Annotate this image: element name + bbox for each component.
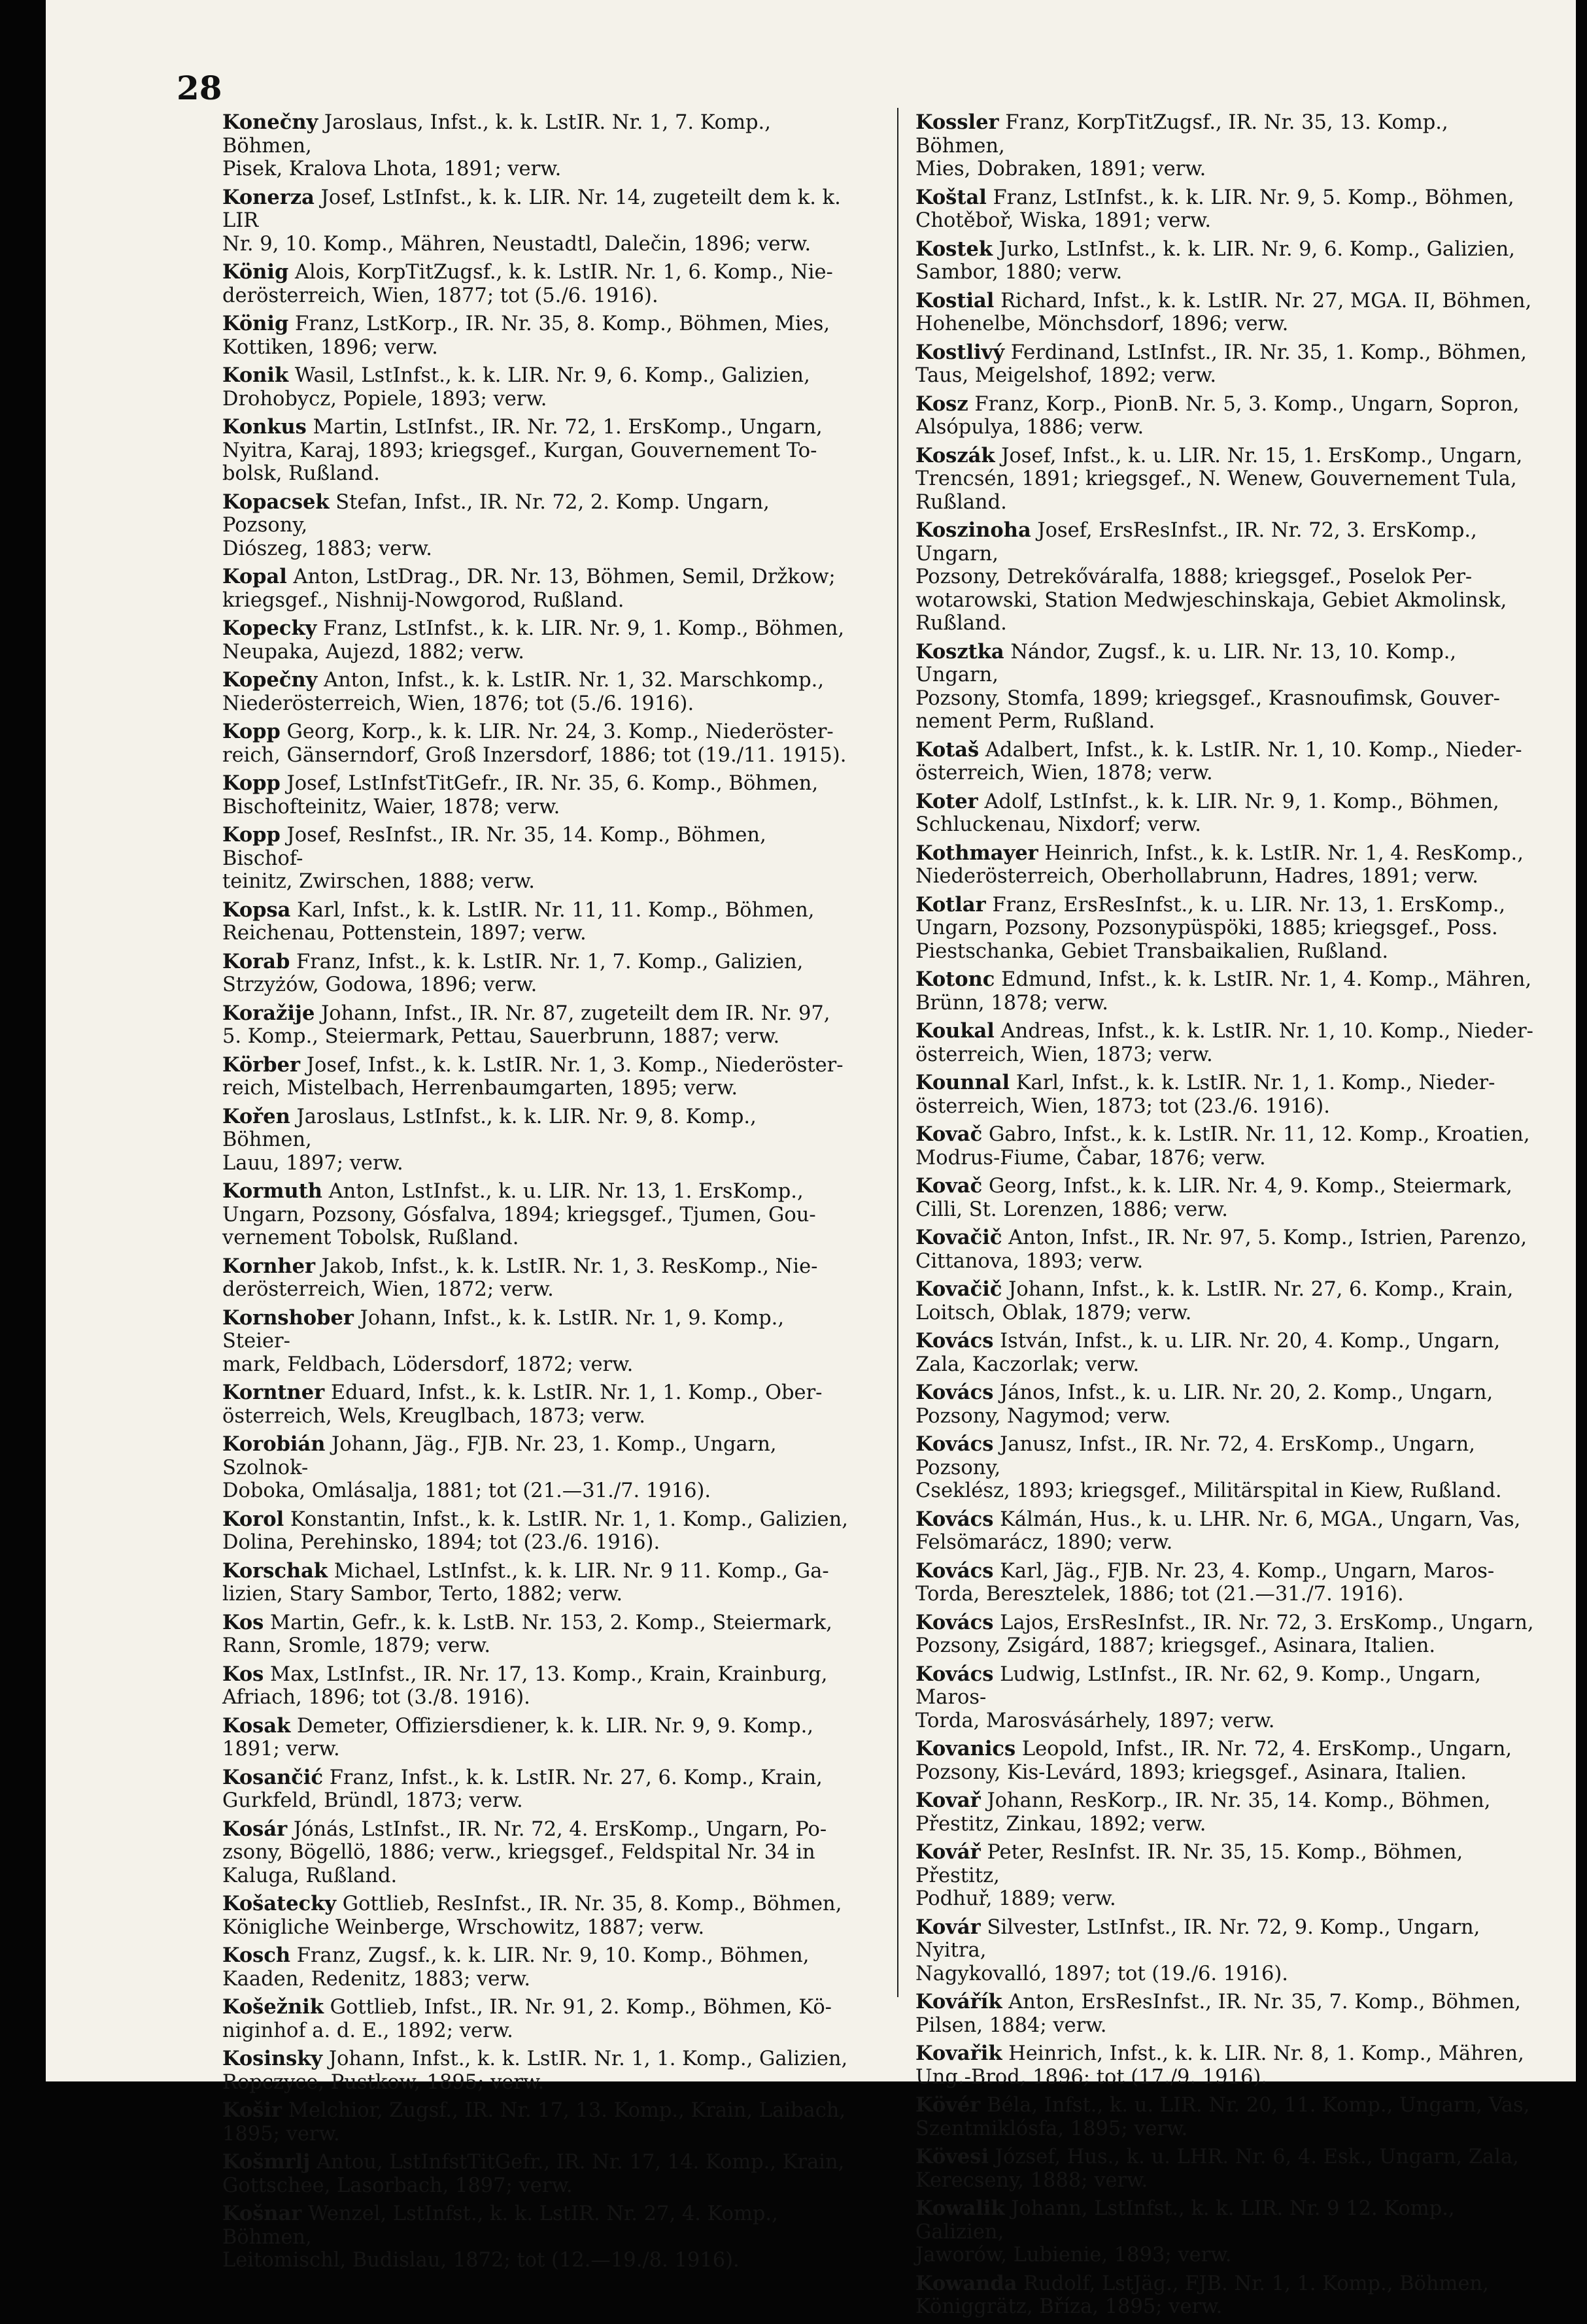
casualty-entry	[915, 1433, 1543, 1503]
casualty-entry	[222, 111, 850, 181]
entry-details: Heinrich, Infst., k. k. LIR. Nr. 8, 1. Komp., Mähren, Ung.-Brod, 1896; tot (17./9. 1916).	[915, 2042, 1524, 2089]
casualty-entry	[915, 968, 1543, 1015]
casualty-entry	[222, 772, 850, 818]
entry-surname: Kotaš	[915, 737, 980, 762]
entry-surname: Kovár	[915, 1915, 981, 1939]
entry-details: Karl, Jäg., FJB. Nr. 23, 4. Komp., Ungarn, Maros- Torda, Beresztelek, 1886; tot (21.—31./7. 1916).	[915, 1559, 1495, 1606]
entry-details: Kálmán, Hus., k. u. LHR. Nr. 6, MGA., Ungarn, Vas, Felsömarácz, 1890; verw.	[915, 1507, 1521, 1554]
entry-details: Ludwig, LstInfst., IR. Nr. 62, 9. Komp., Ungarn, Maros- Torda, Marosvásárhely, 1897; verw.	[915, 1662, 1481, 1732]
casualty-entry	[915, 790, 1543, 837]
entry-surname: Konik	[222, 363, 289, 387]
entry-surname: König	[222, 260, 289, 284]
casualty-entry	[915, 1611, 1543, 1658]
casualty-entry	[915, 1663, 1543, 1733]
entry-surname: Kos	[222, 1662, 264, 1686]
casualty-entry	[222, 2099, 850, 2146]
entry-surname: Košatecky	[222, 1892, 337, 1915]
casualty-entry	[222, 1715, 850, 1761]
entry-details: Jurko, LstInfst., k. k. LIR. Nr. 9, 6. Komp., Galizien, Sambor, 1880; verw.	[915, 237, 1515, 284]
casualty-entry	[915, 519, 1543, 635]
entry-details: János, Infst., k. u. LIR. Nr. 20, 2. Komp., Ungarn, Pozsony, Nagymod; verw.	[915, 1381, 1493, 1428]
entry-details: Anton, Infst., IR. Nr. 97, 5. Komp., Istrien, Parenzo, Cittanova, 1893; verw.	[915, 1226, 1527, 1273]
entry-surname: Kotlar	[915, 892, 986, 917]
casualty-entry	[222, 824, 850, 894]
entry-details: Josef, ResInfst., IR. Nr. 35, 14. Komp., Böhmen, Bischof- teinitz, Zwirschen, 1888; verw.	[222, 824, 766, 893]
entry-details: Rudolf, LstJäg., FJB. Nr. 1, 1. Komp., Böhmen, Königgrätz, Bříza, 1895; verw.	[915, 2272, 1489, 2318]
entry-details: Andreas, Infst., k. k. LstIR. Nr. 1, 10. Komp., Nieder- österreich, Wien, 1873; verw.	[915, 1020, 1533, 1066]
casualty-entry	[915, 1278, 1543, 1324]
casualty-entry	[222, 1560, 850, 1606]
entry-surname: Kostlivý	[915, 340, 1005, 364]
entry-surname: Kos	[222, 1610, 264, 1634]
casualty-entry	[222, 1381, 850, 1428]
entry-surname: Kopecky	[222, 616, 317, 640]
casualty-entry	[915, 1226, 1543, 1273]
casualty-entry	[915, 2146, 1543, 2192]
casualty-entry	[222, 1433, 850, 1503]
entry-surname: Košmrlj	[222, 2150, 311, 2174]
entry-details: Demeter, Offiziersdiener, k. k. LIR. Nr. 9, 9. Komp., 1891; verw.	[222, 1714, 813, 1760]
entry-details: Michael, LstInfst., k. k. LIR. Nr. 9 11. Komp., Ga- lizien, Stary Sambor, Terto, 1882; verw.	[222, 1559, 829, 1606]
entry-details: Edmund, Infst., k. k. LstIR. Nr. 1, 4. Komp., Mähren, Brünn, 1878; verw.	[915, 968, 1532, 1015]
entry-surname: Kovářík	[915, 1990, 1002, 2013]
entry-surname: Kovács	[915, 1610, 994, 1634]
entry-surname: Kopsa	[222, 898, 291, 922]
entry-surname: Koszák	[915, 443, 995, 467]
entry-details: Johann, Infst., k. k. LstIR. Nr. 27, 6. Komp., Krain, Loitsch, Oblak, 1879; verw.	[915, 1278, 1514, 1324]
entry-details: Anton, LstInfst., k. u. LIR. Nr. 13, 1. ErsKomp., Ungarn, Pozsony, Gósfalva, 1894; kriegsgef., Tjumen, Gou- vernement Tobolsk, Rußland.	[222, 1180, 816, 1249]
entry-details: Wasil, LstInfst., k. k. LIR. Nr. 9, 6. Komp., Galizien, Drohobycz, Popiele, 1893; verw.	[222, 364, 810, 411]
casualty-entry	[915, 290, 1543, 336]
entry-details: Max, LstInfst., IR. Nr. 17, 13. Komp., Krain, Krainburg, Afriach, 1896; tot (3./8. 1916).	[222, 1662, 828, 1709]
casualty-entry	[222, 1054, 850, 1100]
entry-surname: Kořen	[222, 1104, 290, 1128]
entry-details: Josef, ErsResInfst., IR. Nr. 72, 3. ErsKomp., Ungarn, Pozsony, Detrekőváralfa, 1888; kriegsgef., Poselok Per- wotarowski, Station Medwjeschinskaja, Gebiet Akmolinsk, Rußland.	[915, 519, 1507, 635]
entry-details: Leopold, Infst., IR. Nr. 72, 4. ErsKomp., Ungarn, Pozsony, Kis-Levárd, 1893; kriegsgef., Asinara, Italien.	[915, 1738, 1512, 1784]
entry-surname: Kovács	[915, 1558, 994, 1583]
entry-surname: Kovács	[915, 1329, 994, 1353]
entry-surname: Kopacsek	[222, 490, 330, 514]
entry-details: Georg, Korp., k. k. LIR. Nr. 24, 3. Komp., Niederöster- reich, Gänserndorf, Groß Inzersdorf, 1886; tot (19./11. 1915).	[222, 720, 847, 767]
entry-surname: Kornshober	[222, 1305, 354, 1330]
entry-surname: Košežnik	[222, 1995, 324, 2019]
entry-details: Franz, LstKorp., IR. Nr. 35, 8. Komp., Böhmen, Mies, Kottiken, 1896; verw.	[222, 312, 830, 359]
casualty-entry	[222, 186, 850, 256]
entry-surname: Kopp	[222, 771, 281, 795]
entry-details: Johann, Infst., k. k. LstIR. Nr. 1, 1. Komp., Galizien, Ropczyce, Pustkow, 1895; verw.	[222, 2047, 848, 2094]
casualty-entry	[915, 1175, 1543, 1221]
entry-surname: Koter	[915, 789, 978, 813]
entry-details: Gabro, Infst., k. k. LstIR. Nr. 11, 12. Komp., Kroatien, Modrus-Fiume, Čabar, 1876; verw.	[915, 1123, 1530, 1170]
entry-details: Jónás, LstInfst., IR. Nr. 72, 4. ErsKomp., Ungarn, Po- zsony, Bögellö, 1886; verw., kriegsgef., Feldspital Nr. 34 in Kaluga, Rußland.	[222, 1817, 827, 1887]
entry-surname: Korobián	[222, 1432, 326, 1456]
entry-surname: Koukal	[915, 1019, 995, 1043]
entry-surname: Kopal	[222, 565, 287, 588]
casualty-entry	[915, 1508, 1543, 1555]
entry-surname: Korol	[222, 1507, 284, 1531]
entry-surname: Kostek	[915, 237, 993, 261]
casualty-entry	[222, 1611, 850, 1658]
entry-details: Janusz, Infst., IR. Nr. 72, 4. ErsKomp., Ungarn, Pozsony, Cseklész, 1893; kriegsgef., Militärspital in Kiew, Rußland.	[915, 1433, 1502, 1502]
entry-details: Josef, Infst., k. k. LstIR. Nr. 1, 3. Komp., Niederöster- reich, Mistelbach, Herrenbaumgarten, 1895; verw.	[222, 1053, 844, 1100]
entry-surname: Kovač	[915, 1174, 983, 1198]
entry-details: Anton, ErsResInfst., IR. Nr. 35, 7. Komp., Böhmen, Pilsen, 1884; verw.	[915, 1991, 1521, 2037]
casualty-entry	[915, 1841, 1543, 1911]
entry-details: Jaroslaus, LstInfst., k. k. LIR. Nr. 9, 8. Komp., Böhmen, Lauu, 1897; verw.	[222, 1105, 757, 1175]
entry-surname: Kovář	[915, 1840, 981, 1864]
entry-details: Jaroslaus, Infst., k. k. LstIR. Nr. 1, 7. Komp., Böhmen, Pisek, Kralova Lhota, 1891; verw.	[222, 111, 771, 180]
entry-details: Peter, ResInfst. IR. Nr. 35, 15. Komp., Böhmen, Přestitz, Podhuř, 1889; verw.	[915, 1841, 1463, 1910]
entry-surname: Kovács	[915, 1432, 994, 1456]
entry-details: Josef, Infst., k. u. LIR. Nr. 15, 1. ErsKomp., Ungarn, Trencsén, 1891; kriegsgef., N. Wenew, Gouvernement Tula, Rußland.	[915, 444, 1523, 514]
casualty-entry	[915, 341, 1543, 388]
entry-details: Nándor, Zugsf., k. u. LIR. Nr. 13, 10. Komp., Ungarn, Pozsony, Stomfa, 1899; kriegsgef., Krasnoufimsk, Gouver- nement Perm, Rußland.	[915, 640, 1500, 733]
entry-surname: Korntner	[222, 1381, 325, 1404]
casualty-entry	[222, 1508, 850, 1555]
page-number: 28	[177, 69, 222, 107]
casualty-entry	[222, 720, 850, 767]
entry-surname: Kothmayer	[915, 841, 1038, 865]
casualty-entry	[222, 1818, 850, 1888]
casualty-entry	[915, 2042, 1543, 2089]
entry-surname: Kosár	[222, 1817, 288, 1841]
entry-details: Karl, Infst., k. k. LstIR. Nr. 1, 1. Komp., Nieder- österreich, Wien, 1873; tot (23./6. 1916).	[915, 1071, 1495, 1118]
casualty-entry	[222, 2047, 850, 2094]
entry-surname: Kovanics	[915, 1737, 1016, 1760]
entry-details: Josef, LstInfstTitGefr., IR. Nr. 35, 6. Komp., Böhmen, Bischofteinitz, Waier, 1878; verw.	[222, 772, 819, 818]
entry-details: Béla, Infst., k. u. LIR. Nr. 20, 11. Komp., Ungarn, Vas, Szentmiklósfa, 1895; verw.	[915, 2094, 1530, 2140]
casualty-entry	[222, 1180, 850, 1250]
casualty-entry	[915, 238, 1543, 284]
casualty-entry	[915, 739, 1543, 785]
entry-surname: Kovačič	[915, 1226, 1002, 1249]
casualty-entry	[915, 1381, 1543, 1428]
entry-surname: Kornher	[222, 1254, 316, 1278]
entry-surname: König	[222, 312, 289, 335]
entry-details: Gottlieb, ResInfst., IR. Nr. 35, 8. Komp., Böhmen, Königliche Weinberge, Wrschowitz, 1887; verw.	[222, 1893, 842, 1939]
entry-surname: Koszinoha	[915, 518, 1031, 542]
entry-details: Karl, Infst., k. k. LstIR. Nr. 11, 11. Komp., Böhmen, Reichenau, Pottenstein, 1897; verw.	[222, 898, 815, 945]
entry-surname: Kovács	[915, 1381, 994, 1404]
casualty-entry	[222, 565, 850, 612]
entry-surname: Kovač	[915, 1122, 983, 1146]
entry-surname: Kossler	[915, 110, 999, 134]
entry-surname: Korab	[222, 949, 290, 973]
entry-details: Georg, Infst., k. k. LIR. Nr. 4, 9. Komp., Steiermark, Cilli, St. Lorenzen, 1886; verw.	[915, 1175, 1512, 1221]
entry-details: Martin, LstInfst., IR. Nr. 72, 1. ErsKomp., Ungarn, Nyitra, Karaj, 1893; kriegsgef., Kurgan, Gouvernement To- bolsk, Rußland.	[222, 416, 823, 485]
entry-surname: Konečny	[222, 110, 318, 134]
casualty-entry	[222, 261, 850, 307]
casualty-entry	[222, 1307, 850, 1377]
entry-surname: Konkus	[222, 415, 307, 439]
casualty-entry	[915, 2094, 1543, 2140]
entry-details: Anton, Infst., k. k. LstIR. Nr. 1, 32. Marschkomp., Niederösterreich, Wien, 1876; tot (5./6. 1916).	[222, 669, 825, 715]
casualty-entry	[915, 2197, 1543, 2267]
entry-details: Johann, LstInfst., k. k. LIR. Nr. 9 12. Komp., Galizien, Jaworów, Lubienie, 1893; verw.	[915, 2197, 1455, 2266]
casualty-entry	[222, 2202, 850, 2272]
entry-surname: Kotonc	[915, 968, 995, 991]
entry-details: Stefan, Infst., IR. Nr. 72, 2. Komp. Ungarn, Pozsony, Diószeg, 1883; verw.	[222, 490, 770, 560]
casualty-entry	[222, 1944, 850, 1991]
entry-surname: Kovács	[915, 1507, 994, 1531]
casualty-entry	[222, 491, 850, 561]
entry-details: Franz, ErsResInfst., k. u. LIR. Nr. 13, 1. ErsKomp., Ungarn, Pozsony, Pozsonypüspöki, 1885; kriegsgef., Poss. Piestschanka, Gebiet Transbaikalien, Rußland.	[915, 893, 1506, 963]
entry-details: Alois, KorpTitZugsf., k. k. LstIR. Nr. 1, 6. Komp., Nie- derösterreich, Wien, 1877; tot (5./6. 1916).	[222, 261, 833, 307]
column-divider	[897, 108, 898, 1997]
entry-details: Johann, Infst., IR. Nr. 87, zugeteilt dem IR. Nr. 97, 5. Komp., Steiermark, Pettau, Sauerbrunn, 1887; verw.	[222, 1002, 830, 1048]
entry-details: Johann, Jäg., FJB. Nr. 23, 1. Komp., Ungarn, Szolnok- Doboka, Omlásalja, 1881; tot (21.—31./7. 1916).	[222, 1433, 777, 1502]
casualty-entry	[915, 1916, 1543, 1986]
entry-surname: Kovař	[915, 1789, 981, 1812]
entry-surname: Kopečny	[222, 668, 318, 692]
entry-surname: Kosch	[222, 1944, 291, 1967]
casualty-entry	[222, 1893, 850, 1939]
entry-details: Melchior, Zugsf., IR. Nr. 17, 13. Komp., Krain, Laibach, 1895; verw.	[222, 2099, 846, 2146]
casualty-entry	[222, 312, 850, 359]
casualty-entry	[222, 951, 850, 997]
entry-surname: Körber	[222, 1053, 301, 1077]
entry-details: Konstantin, Infst., k. k. LstIR. Nr. 1, 1. Komp., Galizien, Dolina, Perehinsko, 1894; tot (23./6. 1916).	[222, 1507, 848, 1554]
casualty-entry	[222, 1766, 850, 1813]
casualty-entry	[222, 2151, 850, 2197]
entry-surname: Košnar	[222, 2202, 302, 2225]
entry-surname: Korschak	[222, 1558, 328, 1583]
entry-details: István, Infst., k. u. LIR. Nr. 20, 4. Komp., Ungarn, Zala, Kaczorlak; verw.	[915, 1330, 1501, 1376]
entry-details: Lajos, ErsResInfst., IR. Nr. 72, 3. ErsKomp., Ungarn, Pozsony, Zsigárd, 1887; kriegsgef., Asinara, Italien.	[915, 1611, 1534, 1657]
casualty-entry	[915, 842, 1543, 888]
casualty-entry	[915, 393, 1543, 439]
entry-surname: Kormuth	[222, 1179, 322, 1203]
entry-details: Richard, Infst., k. k. LstIR. Nr. 27, MGA. II, Böhmen, Hohenelbe, Mönchsdorf, 1896; verw.	[915, 289, 1532, 335]
casualty-entry	[915, 1123, 1543, 1170]
casualty-entry	[915, 894, 1543, 964]
casualty-entry	[222, 1663, 850, 1709]
entry-details: Jakob, Infst., k. k. LstIR. Nr. 1, 3. ResKomp., Nie- derösterreich, Wien, 1872; verw.	[222, 1255, 818, 1301]
entry-details: József, Hus., k. u. LHR. Nr. 6, 4. Esk., Ungarn, Zala, Kerecseny, 1888; verw.	[915, 2146, 1519, 2192]
entry-details: Eduard, Infst., k. k. LstIR. Nr. 1, 1. Komp., Ober- österreich, Wels, Kreuglbach, 1873; verw.	[222, 1381, 823, 1428]
entry-details: Franz, Zugsf., k. k. LIR. Nr. 9, 10. Komp., Böhmen, Kaaden, Redenitz, 1883; verw.	[222, 1944, 810, 1991]
casualty-entry	[915, 186, 1543, 233]
entry-surname: Kosztka	[915, 639, 1004, 664]
casualty-entry	[915, 1991, 1543, 2037]
casualty-entry	[222, 617, 850, 664]
casualty-entry	[915, 2272, 1543, 2319]
entry-details: Johann, Infst., k. k. LstIR. Nr. 1, 9. Komp., Steier- mark, Feldbach, Lödersdorf, 1872; verw.	[222, 1306, 785, 1376]
entry-surname: Kopp	[222, 720, 281, 743]
entry-surname: Kowanda	[915, 2271, 1017, 2295]
entry-details: Ferdinand, LstInfst., IR. Nr. 35, 1. Komp., Böhmen, Taus, Meigelshof, 1892; verw.	[915, 341, 1527, 387]
entry-details: Franz, Infst., k. k. LstIR. Nr. 1, 7. Komp., Galizien, Strzyżów, Godowa, 1896; verw.	[222, 950, 804, 996]
entry-surname: Kövesi	[915, 2145, 989, 2168]
entry-details: Johann, ResKorp., IR. Nr. 35, 14. Komp., Böhmen, Přestitz, Zinkau, 1892; verw.	[915, 1789, 1491, 1836]
casualty-entry	[222, 1996, 850, 2042]
entry-surname: Konerza	[222, 185, 315, 209]
entry-details: Franz, KorpTitZugsf., IR. Nr. 35, 13. Komp., Böhmen, Mies, Dobraken, 1891; verw.	[915, 111, 1448, 180]
entry-surname: Kovařik	[915, 2042, 1002, 2065]
entry-details: Adalbert, Infst., k. k. LstIR. Nr. 1, 10. Komp., Nieder- österreich, Wien, 1878; verw.	[915, 738, 1522, 784]
entry-surname: Koražije	[222, 1001, 315, 1025]
entry-surname: Kövér	[915, 2093, 981, 2117]
entry-details: Franz, LstInfst., k. k. LIR. Nr. 9, 1. Komp., Böhmen, Neupaka, Aujezd, 1882; verw.	[222, 617, 845, 664]
entry-surname: Kosinsky	[222, 2047, 323, 2070]
casualty-entry	[222, 669, 850, 715]
entry-surname: Koštal	[915, 185, 987, 209]
entry-surname: Kosančić	[222, 1765, 324, 1789]
casualty-entry	[915, 1071, 1543, 1118]
entry-details: Anton, LstDrag., DR. Nr. 13, Böhmen, Semil, Držkow; kriegsgef., Nishnij-Nowgorod, Rußland.	[222, 565, 836, 612]
entry-surname: Košir	[222, 2098, 282, 2122]
casualty-entry	[222, 364, 850, 411]
casualty-entry	[915, 1020, 1543, 1066]
casualty-entry	[915, 111, 1543, 181]
casualty-entry	[222, 1255, 850, 1302]
entry-surname: Kostial	[915, 288, 995, 312]
entry-surname: Kosz	[915, 392, 968, 416]
casualty-entry	[222, 1105, 850, 1175]
casualty-entry	[915, 1560, 1543, 1606]
entry-details: Martin, Gefr., k. k. LstB. Nr. 153, 2. Komp., Steiermark, Rann, Sromle, 1879; verw.	[222, 1611, 832, 1657]
casualty-entry	[222, 899, 850, 945]
entry-surname: Kounnal	[915, 1071, 1010, 1094]
casualty-entry	[915, 1789, 1543, 1836]
casualty-entry	[915, 641, 1543, 733]
casualty-entry	[222, 1002, 850, 1049]
entry-surname: Kovačič	[915, 1277, 1002, 1301]
entry-surname: Kowalik	[915, 2197, 1005, 2220]
casualty-entry	[915, 1330, 1543, 1376]
casualty-entry	[915, 1738, 1543, 1784]
entry-details: Gottlieb, Infst., IR. Nr. 91, 2. Komp., Böhmen, Kö- niginhof a. d. E., 1892; verw.	[222, 1996, 832, 2042]
entry-details: Franz, LstInfst., k. k. LIR. Nr. 9, 5. Komp., Böhmen, Chotěboř, Wiska, 1891; verw.	[915, 186, 1514, 232]
entry-surname: Kopp	[222, 823, 281, 847]
entry-details: Antou, LstInfstTitGefr., IR. Nr. 17, 14. Komp., Krain, Gottschee, Lasorbach, 1897; verw.	[222, 2151, 845, 2197]
entry-details: Franz, Korp., PionB. Nr. 5, 3. Komp., Ungarn, Sopron, Alsópulya, 1886; verw.	[915, 392, 1520, 439]
casualty-entry	[915, 445, 1543, 514]
entry-details: Josef, LstInfst., k. k. LIR. Nr. 14, zugeteilt dem k. k. LIR Nr. 9, 10. Komp., Mähren, Neustadtl, Dalečin, 1896; verw.	[222, 186, 841, 256]
entry-details: Silvester, LstInfst., IR. Nr. 72, 9. Komp., Ungarn, Nyitra, Nagykovalló, 1897; tot (19./6. 1916).	[915, 1915, 1480, 1985]
right-column	[915, 111, 1543, 2324]
left-column	[222, 111, 850, 2278]
entry-details: Franz, Infst., k. k. LstIR. Nr. 27, 6. Komp., Krain, Gurkfeld, Bründl, 1873; verw.	[222, 1766, 823, 1812]
entry-details: Adolf, LstInfst., k. k. LIR. Nr. 9, 1. Komp., Böhmen, Schluckenau, Nixdorf; verw.	[915, 790, 1499, 836]
entry-surname: Kovács	[915, 1662, 994, 1686]
entry-details: Wenzel, LstInfst., k. k. LstIR. Nr. 27, 4. Komp., Böhmen, Leitomischl, Budislau, 1872; tot (12.—19./8. 1916).	[222, 2202, 778, 2272]
casualty-entry	[222, 416, 850, 486]
entry-details: Heinrich, Infst., k. k. LstIR. Nr. 1, 4. ResKomp., Niederösterreich, Oberhollabrunn, Hadres, 1891; verw.	[915, 841, 1524, 888]
entry-surname: Kosak	[222, 1713, 291, 1738]
